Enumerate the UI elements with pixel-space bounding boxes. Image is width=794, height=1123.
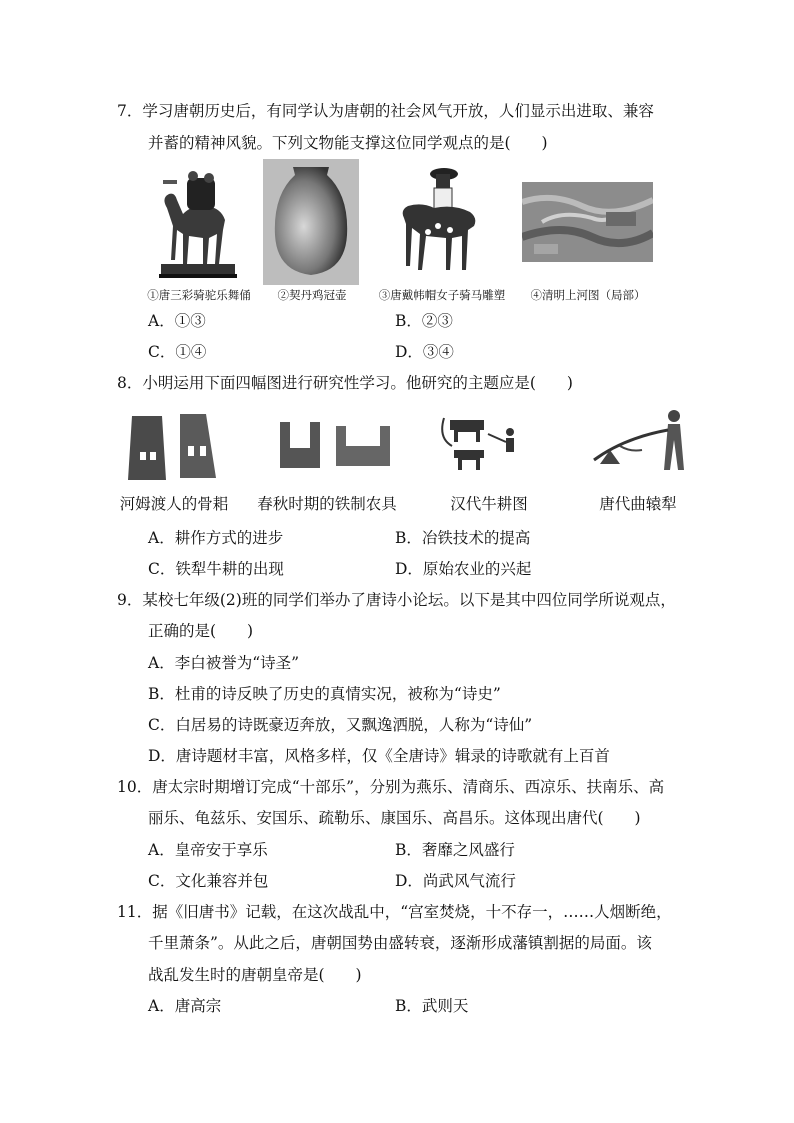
q8-caption-1: 河姆渡人的骨耜: [119, 495, 229, 513]
q8-option-c: C．铁犁牛耕的出现: [148, 560, 284, 578]
q7-caption-1: ①唐三彩骑驼乐舞俑: [147, 288, 251, 302]
q7-caption-2: ②契丹鸡冠壶: [277, 288, 347, 302]
q7-female-rider-image: [398, 160, 488, 278]
q10-option-a: A．皇帝安于享乐: [148, 841, 268, 859]
q11-stem-line3: 战乱发生时的唐朝皇帝是( ): [148, 966, 362, 984]
q8-iron-tools-image: [274, 418, 400, 472]
q7-stem-line1: 7．学习唐朝历史后，有同学认为唐朝的社会风气开放，人们显示出进取、兼容: [117, 102, 654, 120]
q9-option-c: C．白居易的诗既豪迈奔放，又飘逸洒脱，人称为“诗仙”: [148, 716, 533, 734]
q7-option-b: B．②③: [395, 312, 453, 330]
q11-stem-line2: 千里萧条”。从此之后，唐朝国势由盛转衰，逐渐形成藩镇割据的局面。该: [148, 934, 652, 952]
q9-option-b: B．杜甫的诗反映了历史的真情实况，被称为“诗史”: [148, 685, 501, 703]
q8-caption-3: 汉代牛耕图: [450, 495, 528, 513]
q8-caption-2: 春秋时期的铁制农具: [257, 495, 397, 513]
q8-option-a: A．耕作方式的进步: [148, 529, 284, 547]
q8-caption-4: 唐代曲辕犁: [599, 495, 677, 513]
q9-stem-line2: 正确的是( ): [148, 622, 254, 640]
q7-stem-line2: 并蓄的精神风貌。下列文物能支撑这位同学观点的是( ): [148, 134, 548, 152]
q7-qingming-painting-image: [522, 182, 653, 262]
q10-option-d: D．尚武风气流行: [395, 872, 516, 890]
q7-caption-3: ③唐戴帏帽女子骑马雕塑: [378, 288, 506, 302]
q7-camel-figurine-image: [157, 168, 239, 280]
q11-option-b: B．武则天: [395, 997, 469, 1015]
q8-han-ox-plowing-image: [440, 410, 526, 478]
q7-caption-4: ④清明上河图（局部）: [530, 288, 646, 302]
q8-bone-spade-image: [126, 410, 222, 486]
q9-option-a: A．李白被誉为“诗圣”: [148, 654, 300, 672]
q10-stem-line2: 丽乐、龟兹乐、安国乐、疏勒乐、康国乐、高昌乐。这体现出唐代( ): [148, 809, 641, 827]
q7-option-d: D．③④: [395, 343, 454, 361]
q10-stem-line1: 10．唐太宗时期增订完成“十部乐”，分别为燕乐、清商乐、西凉乐、扶南乐、高: [117, 778, 665, 796]
q8-curved-plow-image: [590, 406, 690, 474]
q11-stem-line1: 11．据《旧唐书》记载，在这次战乱中，“宫室焚烧，十不存一，……人烟断绝，: [117, 903, 672, 921]
q10-option-b: B．奢靡之风盛行: [395, 841, 515, 859]
q8-option-d: D．原始农业的兴起: [395, 560, 532, 578]
q7-option-c: C．①④: [148, 343, 207, 361]
q8-stem: 8．小明运用下面四幅图进行研究性学习。他研究的主题应是( ): [117, 374, 573, 392]
q7-jiguan-pot-image: [263, 159, 359, 285]
q9-stem-line1: 9．某校七年级(2)班的同学们举办了唐诗小论坛。以下是其中四位同学所说观点，: [117, 591, 676, 609]
q7-option-a: A．①③: [148, 312, 206, 330]
q9-option-d: D．唐诗题材丰富，风格多样，仅《全唐诗》辑录的诗歌就有上百首: [148, 747, 610, 765]
q8-option-b: B．冶铁技术的提高: [395, 529, 531, 547]
q10-option-c: C．文化兼容并包: [148, 872, 269, 890]
q11-option-a: A．唐高宗: [148, 997, 222, 1015]
